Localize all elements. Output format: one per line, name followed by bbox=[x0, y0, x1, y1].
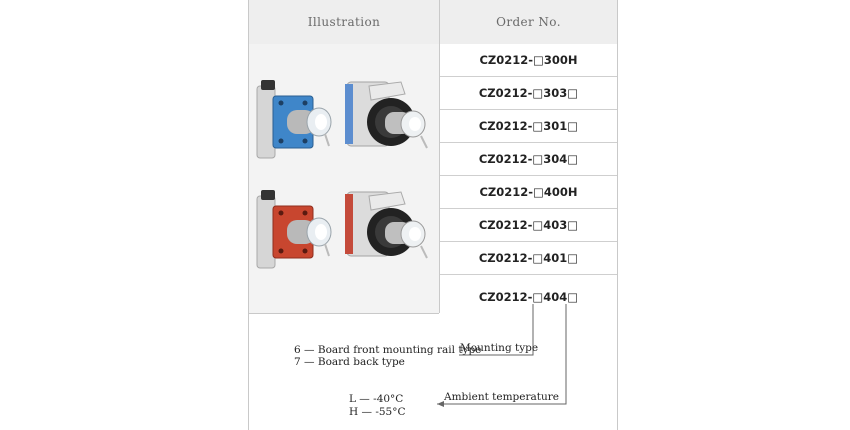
mounting-type-label: Mounting type bbox=[460, 342, 539, 354]
mounting-option-6: 6 — Board front mounting rail type bbox=[294, 344, 482, 356]
order-number-row: CZ0212-□400H bbox=[440, 176, 617, 209]
order-number-row: CZ0212-□401□ bbox=[440, 242, 617, 275]
order-number-row: CZ0212-□300H bbox=[440, 44, 617, 77]
mounting-option-7: 7 — Board back type bbox=[294, 356, 405, 368]
illustration-header: Illustration bbox=[249, 0, 439, 44]
order-number-row: CZ0212-□403□ bbox=[440, 209, 617, 242]
temperature-option-h: H — -55°C bbox=[349, 406, 406, 418]
ambient-temperature-label: Ambient temperature bbox=[444, 391, 559, 403]
order-number-row: CZ0212-□304□ bbox=[440, 143, 617, 176]
order-number-row: CZ0212-□301□ bbox=[440, 110, 617, 143]
order-number-row: CZ0212-□303□ bbox=[440, 77, 617, 110]
order-number-header: Order No. bbox=[440, 0, 617, 44]
temperature-option-l: L — -40°C bbox=[349, 393, 404, 405]
order-number-row: CZ0212-□404□ bbox=[478, 289, 579, 304]
